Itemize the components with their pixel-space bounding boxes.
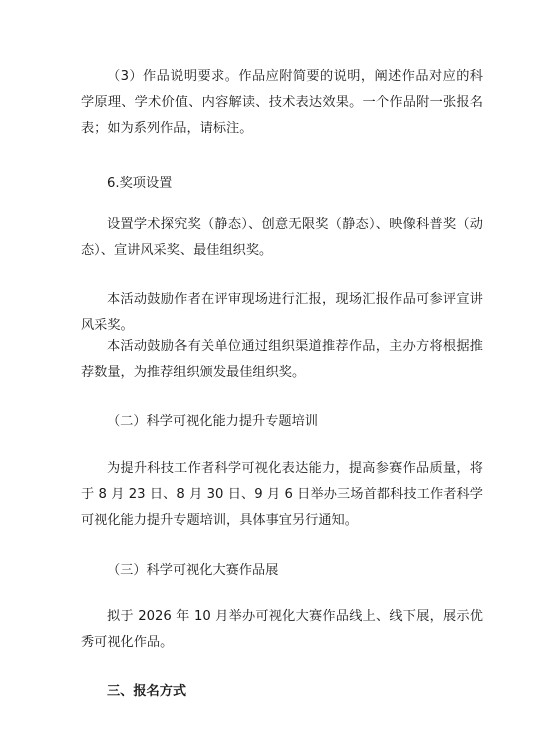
heading-award-settings: 6.奖项设置 — [107, 176, 173, 191]
heading-registration-method: 三、报名方式 — [107, 684, 187, 699]
paragraph-organization-award: 本活动鼓励各有关单位通过组织渠道推荐作品，主办方将根据推荐数量，为推荐组织颁发最佳组织奖。 — [81, 339, 483, 380]
paragraph-onsite-report: 本活动鼓励作者在评审现场进行汇报，现场汇报作品可参评宣讲风采奖。 — [81, 292, 483, 333]
paragraph-work-description-requirement: （3）作品说明要求。作品应附简要的说明，阐述作品对应的科学原理、学术价值、内容解读、技术表达效果。一个作品附一张报名表；如为系列作品，请标注。 — [81, 69, 483, 136]
paragraph-exhibition-plan: 拟于 2026 年 10 月举办可视化大赛作品线上、线下展，展示优秀可视化作品。 — [81, 609, 483, 650]
paragraph-award-categories: 设置学术探究奖（静态）、创意无限奖（静态）、映像科普奖（动态）、宣讲风采奖、最佳组织奖。 — [81, 217, 483, 258]
paragraph-training-schedule: 为提升科技工作者科学可视化表达能力，提高参赛作品质量，将于 8 月 23 日、8 月 30 日、9 月 6 日举办三场首都科技工作者科学可视化能力提升专题培训，具体事宜另行通知。 — [81, 461, 483, 528]
heading-exhibition: （三）科学可视化大赛作品展 — [107, 563, 279, 578]
heading-visualization-training: （二）科学可视化能力提升专题培训 — [107, 414, 318, 429]
